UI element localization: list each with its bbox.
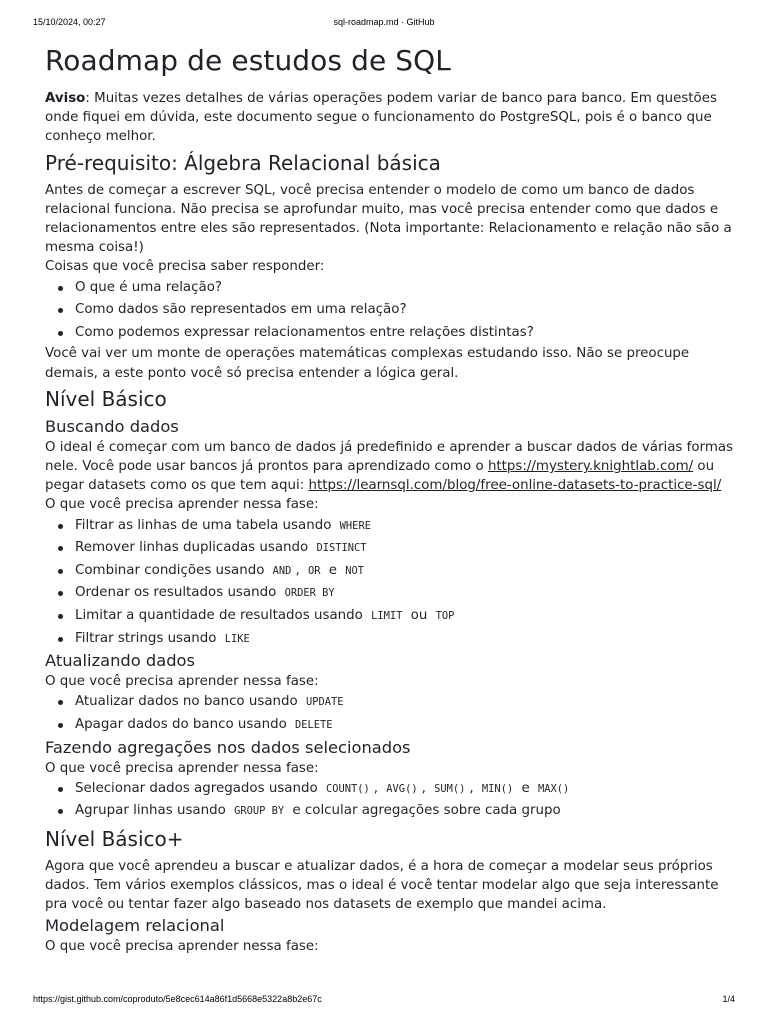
code-distinct: DISTINCT bbox=[316, 542, 367, 555]
code-min: MIN() bbox=[481, 782, 514, 795]
modeling-heading: Modelagem relacional bbox=[45, 915, 225, 935]
separator: ou bbox=[410, 608, 428, 623]
item-text: Remover linhas duplicadas usando bbox=[75, 540, 309, 556]
prereq-heading: Pré-requisito: Álgebra Relacional básica bbox=[45, 150, 441, 175]
print-url: https://gist.github.com/coproduto/5e8cec614a86f1d5668e5322a8b2e67c bbox=[33, 994, 322, 1004]
basic-heading: Nível Básico bbox=[45, 386, 167, 411]
print-title: sql-roadmap.md · GitHub bbox=[333, 17, 435, 27]
basic-plus-heading: Nível Básico+ bbox=[45, 826, 184, 851]
list-item bbox=[75, 800, 735, 823]
prereq-outro: Você vai ver um monte de operações matemáticas complexas estudando isso. Não se preocupe demais, a este ponto você só precisa entender a lógica geral. bbox=[45, 346, 690, 381]
aggregate-lead: O que você precisa aprender nessa fase: bbox=[45, 760, 319, 776]
item-text: Apagar dados do banco usando bbox=[75, 716, 287, 732]
separator: , bbox=[421, 780, 426, 796]
code-sum: SUM() bbox=[434, 782, 466, 795]
learnsql-link[interactable]: https://learnsql.com/blog/free-online-datasets-to-practice-sql/ bbox=[308, 478, 722, 494]
search-intro-between: ou pegar datasets como os que tem aqui: bbox=[45, 459, 715, 494]
list-item: O que é uma relação? bbox=[75, 277, 735, 300]
prereq-lead: Coisas que você precisa saber responder: bbox=[45, 259, 325, 275]
list-item bbox=[75, 515, 735, 538]
print-footer bbox=[0, 994, 768, 1008]
search-intro bbox=[45, 438, 735, 496]
item-text: Agrupar linhas usando bbox=[75, 803, 226, 819]
code-not: NOT bbox=[345, 564, 365, 577]
update-heading: Atualizando dados bbox=[45, 651, 195, 671]
search-heading: Buscando dados bbox=[45, 416, 179, 436]
item-text-after: e colcular agregações sobre cada grupo bbox=[292, 803, 561, 819]
code-or: OR bbox=[307, 564, 321, 577]
code-and: AND bbox=[272, 564, 292, 577]
warning-paragraph bbox=[45, 89, 735, 147]
list-item bbox=[75, 582, 735, 605]
separator: e bbox=[521, 780, 530, 796]
list-item bbox=[75, 778, 735, 801]
prereq-intro: Antes de começar a escrever SQL, você precisa entender o modelo de como um banco de dados relacional funciona. Não precisa se aprofundar muito, mas você precisa entender como que dados e relacionamentos entre eles são representados. (Nota importante: Relacionamento e relação não são a mesma coisa!) bbox=[45, 182, 732, 256]
code-limit: LIMIT bbox=[371, 610, 403, 622]
page-number: 1/4 bbox=[722, 994, 735, 1004]
update-lead: O que você precisa aprender nessa fase: bbox=[45, 674, 319, 690]
item-text: Filtrar strings usando bbox=[75, 630, 217, 646]
separator: e bbox=[328, 562, 338, 578]
code-like: LIKE bbox=[224, 632, 250, 645]
code-top: TOP bbox=[435, 610, 455, 622]
separator: , bbox=[469, 780, 474, 796]
item-text: Selecionar dados agregados usando bbox=[75, 780, 318, 796]
list-item bbox=[75, 537, 735, 560]
list-item bbox=[75, 560, 735, 583]
print-header bbox=[0, 17, 768, 31]
mystery-link[interactable]: https://mystery.knightlab.com/ bbox=[487, 459, 694, 475]
list-item: Como dados são representados em uma relação? bbox=[75, 299, 735, 322]
warning-text: : Muitas vezes detalhes de várias operações podem variar de banco para banco. Em questões onde fiquei em dúvida, este documento segue o funcionamento do PostgreSQL, pois é o banco que conheço melhor. bbox=[45, 91, 717, 145]
warning-label: Aviso bbox=[45, 91, 86, 106]
print-date: 15/10/2024, 00:27 bbox=[33, 17, 106, 27]
aggregate-heading: Fazendo agregações nos dados selecionados bbox=[45, 737, 411, 757]
separator: , bbox=[373, 780, 379, 796]
item-text: Filtrar as linhas de uma tabela usando bbox=[75, 517, 332, 533]
list-item bbox=[75, 605, 735, 628]
code-order-by: ORDER BY bbox=[284, 587, 335, 600]
code-group-by: GROUP BY bbox=[234, 805, 285, 818]
list-item bbox=[75, 714, 735, 737]
prereq-list bbox=[45, 277, 735, 345]
item-text: Ordenar os resultados usando bbox=[75, 585, 277, 601]
item-text: Limitar a quantidade de resultados usando bbox=[75, 608, 363, 623]
item-text: Combinar condições usando bbox=[75, 562, 265, 578]
basic-plus-intro: Agora que você aprendeu a buscar e atualizar dados, é a hora de começar a modelar seus próprios dados. Tem vários exemplos clássicos, mas o ideal é você tentar modelar algo que seja interessante pra você ou tentar fazer algo baseado nos datasets de exemplo que mandei acima. bbox=[45, 858, 719, 913]
list-item: Como podemos expressar relacionamentos entre relações distintas? bbox=[75, 322, 735, 345]
page-title: Roadmap de estudos de SQL bbox=[45, 44, 452, 77]
code-avg: AVG() bbox=[386, 782, 418, 795]
list-item bbox=[75, 628, 735, 651]
code-delete: DELETE bbox=[295, 718, 333, 731]
separator: , bbox=[295, 562, 300, 578]
update-list bbox=[45, 691, 735, 736]
code-count: COUNT() bbox=[325, 782, 370, 795]
code-max: MAX() bbox=[537, 782, 570, 795]
search-lead: O que você precisa aprender nessa fase: bbox=[45, 497, 319, 513]
code-update: UPDATE bbox=[306, 696, 344, 709]
code-where: WHERE bbox=[339, 519, 371, 532]
modeling-lead: O que você precisa aprender nessa fase: bbox=[45, 938, 319, 954]
document-body bbox=[45, 40, 735, 956]
item-text: Atualizar dados no banco usando bbox=[75, 694, 298, 710]
search-list bbox=[45, 515, 735, 651]
aggregate-list bbox=[45, 778, 735, 823]
search-intro-text: O ideal é começar com um banco de dados já predefinido e aprender a buscar dados de várias formas nele. Você pode usar bancos já prontos para aprendizado como o bbox=[45, 439, 734, 475]
list-item bbox=[75, 691, 735, 714]
